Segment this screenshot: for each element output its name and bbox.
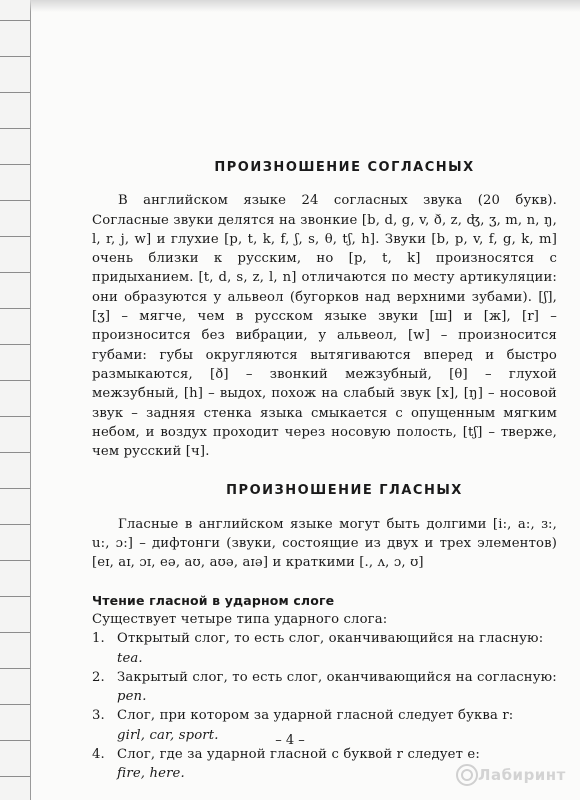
binding-tick	[0, 20, 30, 21]
vowels-paragraph: Гласные в английском языке могут быть долгими [i:, a:, ɜ:, u:, ɔ:] – дифтонги (звуки, состоящие из двух и трех элементов) [eɪ, aɪ, ɔɪ, eə, aʊ, aʊə, aɪə] и краткими [., ʌ, ɔ, ʊ]	[92, 516, 557, 571]
binding-tick	[0, 308, 30, 309]
item-text: Слог, при котором за ударной гласной следует буква r:	[117, 708, 514, 724]
binding-tick	[0, 272, 30, 273]
binding-tick	[0, 236, 30, 237]
page-content	[92, 150, 557, 784]
binding-tick	[0, 92, 30, 93]
binding-margin	[0, 0, 31, 800]
item-example: fire, here.	[117, 766, 185, 782]
binding-tick	[0, 344, 30, 345]
list-item	[92, 629, 557, 668]
heading-consonants: ПРОИЗНОШЕНИЕ СОГЛАСНЫХ	[214, 160, 475, 175]
binding-tick	[0, 380, 30, 381]
binding-tick	[0, 56, 30, 57]
binding-tick	[0, 704, 30, 705]
binding-tick	[0, 128, 30, 129]
item-example: tea.	[117, 650, 143, 666]
binding-tick	[0, 560, 30, 561]
item-number: 4.	[92, 747, 105, 763]
item-text: Слог, где за ударной гласной с буквой r следует e:	[117, 747, 480, 763]
item-number: 2.	[92, 669, 105, 685]
binding-tick	[0, 596, 30, 597]
heading-vowels: ПРОИЗНОШЕНИЕ ГЛАСНЫХ	[226, 483, 463, 499]
item-number: 3.	[92, 708, 105, 724]
binding-tick	[0, 632, 30, 633]
item-text: Открытый слог, то есть слог, оканчивающийся на гласную:	[117, 631, 544, 647]
syllable-types-intro: Существует четыре типа ударного слога:	[92, 611, 388, 627]
list-item	[92, 668, 557, 707]
binding-tick	[0, 200, 30, 201]
binding-tick	[0, 668, 30, 669]
binding-tick	[0, 524, 30, 525]
binding-tick	[0, 488, 30, 489]
item-example: pen.	[117, 689, 147, 705]
item-number: 1.	[92, 631, 105, 647]
binding-tick	[0, 452, 30, 453]
binding-tick	[0, 776, 30, 777]
binding-tick	[0, 164, 30, 165]
item-text: Закрытый слог, то есть слог, оканчивающийся на согласную:	[117, 669, 557, 685]
top-shadow	[30, 0, 580, 12]
consonants-paragraph: В английском языке 24 согласных звука (20 букв). Согласные звуки делятся на звонкие [b, d, g, v, ð, z, ʤ, ʒ, m, n, ŋ, l, r, j, w] и глухие [p, t, k, f, ʃ, s, θ, tʃ, h]. Звуки [b, p, v, f, g, k, m] очень близки к русским, но [p, t, k] произносятся с придыханием. [t, d, s, z, l, n] отличаются по месту артикуляции: они образуются у альвеол (бугорков над верхними зубами). [ʃ], [ʒ] – мягче, чем в русском языке звуки [ш] и [ж], [r] – произносится без вибрации, у альвеол, [w] – произносится губами: губы округляются вытягиваются вперед и быстро размыкаются, [ð] – звонкий межзубный, [θ] – глухой межзубный, [h] – выдох, похож на слабый звук [х], [ŋ] – носовой звук – задняя стенка языка смыкается с опущенным мягким небом, и воздух проходит через носовую полость, [tʃ] – тверже, чем русский [ч].	[92, 193, 557, 460]
watermark-text: Лабиринт	[478, 766, 566, 784]
page-number: – 4 –	[275, 733, 305, 748]
subheading-stressed-syllable: Чтение гласной в ударном слоге	[92, 592, 335, 608]
binding-tick	[0, 416, 30, 417]
item-example: girl, car, sport.	[117, 727, 219, 743]
